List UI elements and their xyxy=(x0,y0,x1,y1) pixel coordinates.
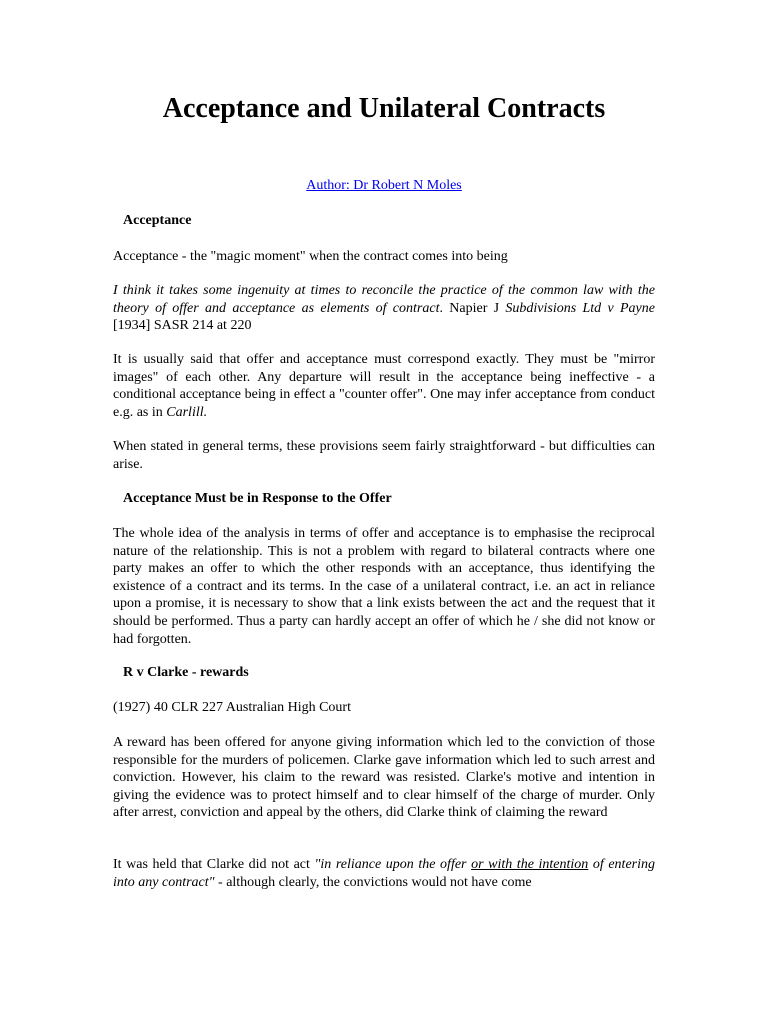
held-quote-a: "in reliance upon the offer xyxy=(314,857,472,872)
held-quote-b: of entering into any contract" xyxy=(113,857,655,890)
paragraph-reciprocal-nature: The whole idea of the analysis in terms of offer and acceptance is to emphasise the reciprocal nature of the relationship. This is not a problem with regard to bilateral contracts where one party makes an offer to which the other responds with an acceptance, thus identifying the existence of a contract and its terms. In the case of a unilateral contract, i.e. an act in reliance upon a promise, it is necessary to show that a link exists between the act and the request that it should be performed. Thus a party can hardly accept an offer of which he / she did not know or had forgotten. xyxy=(113,526,655,647)
section-heading-clarke: R v Clarke - rewards xyxy=(123,665,249,680)
held-text-end: - although clearly, the convictions would not have come xyxy=(214,874,532,890)
case-citation: [1934] SASR 214 at 220 xyxy=(113,318,252,334)
paragraph-magic-moment: Acceptance - the "magic moment" when the contract comes into being xyxy=(113,249,508,264)
paragraph-clarke-citation: (1927) 40 CLR 227 Australian High Court xyxy=(113,700,351,715)
paragraph-clarke-held xyxy=(113,856,655,891)
paragraph-reward-facts: A reward has been offered for anyone giving information which led to the conviction of those responsible for the murders of policemen. Clarke gave information which led to such arrest and conviction. However, his claim to the reward was resisted. Clarke's motive and intention in giving the evidence was to protect himself and to clear himself of the charge of murder. Only after arrest, conviction and appeal by the others, did Clarke think of claiming the reward xyxy=(113,735,655,821)
napier-quote-text: I think it takes some ingenuity at times to reconcile the practice of the common law with the theory of offer and acceptance as elements of contract xyxy=(113,283,655,316)
napier-attribution: . Napier J xyxy=(439,300,506,316)
section-heading-response: Acceptance Must be in Response to the Offer xyxy=(123,491,392,506)
held-text-start: It was held that Clarke did not act xyxy=(113,857,315,872)
author-link[interactable]: Author: Dr Robert N Moles xyxy=(306,178,462,193)
held-quote-underlined: or with the intention xyxy=(471,857,589,872)
paragraph-napier-quote xyxy=(113,282,655,335)
section-heading-acceptance: Acceptance xyxy=(123,213,192,228)
author-line xyxy=(0,177,768,195)
paragraph-general-terms: When stated in general terms, these provisions seem fairly straightforward - but difficulties can arise. xyxy=(113,439,655,472)
mirror-images-text: It is usually said that offer and acceptance must correspond exactly. They must be "mirror images" of each other. Any departure will result in the acceptance being ineffective - a conditional acceptance being in effect a "counter offer". One may infer acceptance from conduct e.g. as in xyxy=(113,352,655,420)
page-title: Acceptance and Unilateral Contracts xyxy=(162,93,606,124)
carlill-reference: Carlill. xyxy=(166,404,208,420)
paragraph-mirror-images xyxy=(113,351,655,421)
case-name: Subdivisions Ltd v Payne xyxy=(505,300,655,316)
